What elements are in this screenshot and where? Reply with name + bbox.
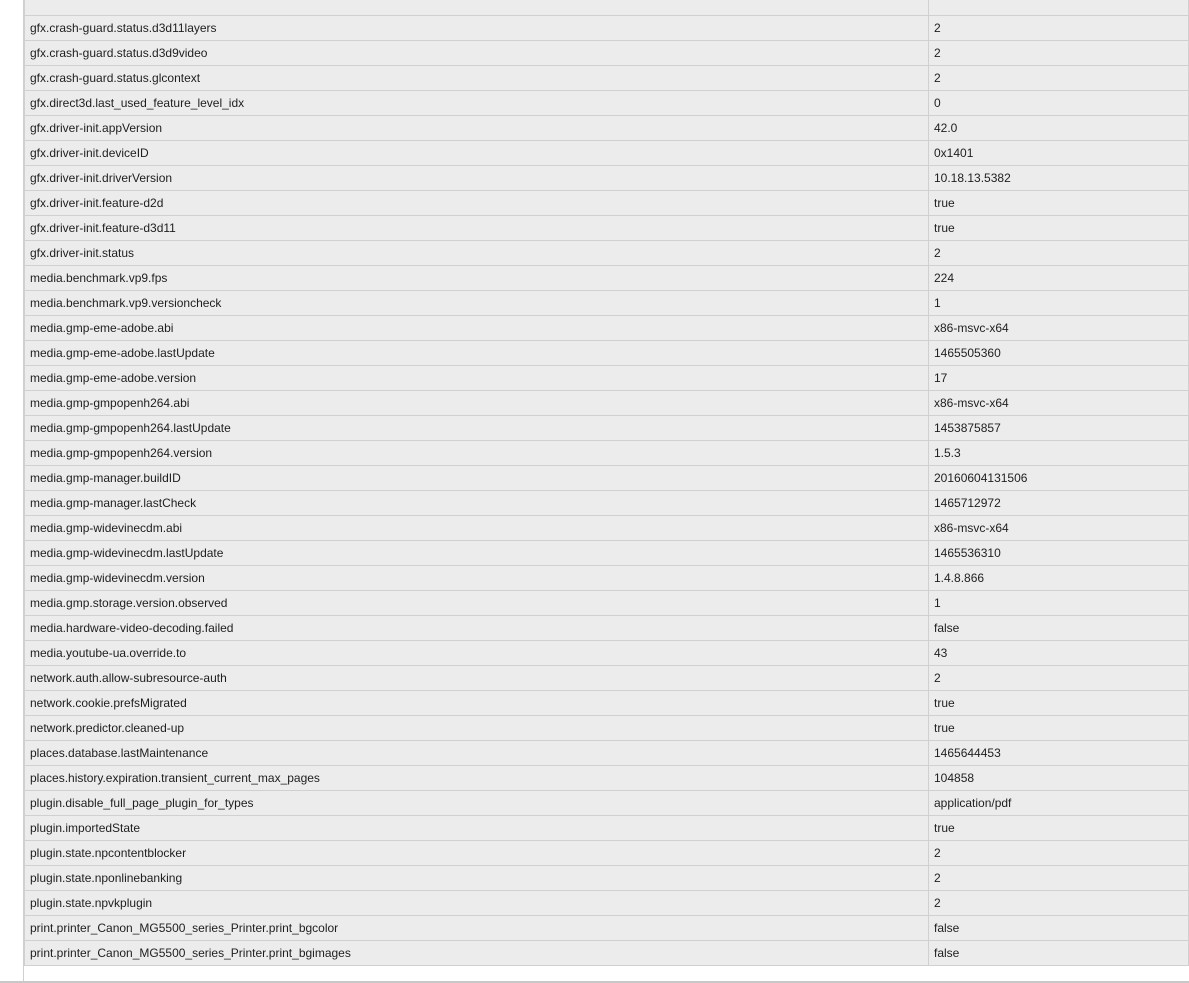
preference-name-cell: network.predictor.cleaned-up — [25, 716, 929, 741]
preference-name-cell: media.gmp-gmpopenh264.version — [25, 441, 929, 466]
preference-value-cell: true — [929, 691, 1189, 716]
table-row — [25, 366, 1189, 391]
preference-name-cell: media.gmp-widevinecdm.abi — [25, 516, 929, 541]
preference-value-cell: 2 — [929, 41, 1189, 66]
preference-name-cell: gfx.driver-init.appVersion — [25, 116, 929, 141]
table-row — [25, 466, 1189, 491]
preference-value-cell: x86-msvc-x64 — [929, 316, 1189, 341]
table-row — [25, 241, 1189, 266]
preference-value-cell: 0x1401 — [929, 141, 1189, 166]
preference-value-cell: 224 — [929, 266, 1189, 291]
table-row — [25, 941, 1189, 966]
preference-name-cell: plugin.importedState — [25, 816, 929, 841]
preference-name-cell: media.gmp-widevinecdm.lastUpdate — [25, 541, 929, 566]
preference-name-cell: plugin.disable_full_page_plugin_for_types — [25, 791, 929, 816]
preference-name-cell: gfx.driver-init.feature-d2d — [25, 191, 929, 216]
preference-name-cell: network.cookie.prefsMigrated — [25, 691, 929, 716]
table-row — [25, 416, 1189, 441]
preference-name-cell: media.gmp-eme-adobe.abi — [25, 316, 929, 341]
table-row — [25, 316, 1189, 341]
preference-name-cell: media.benchmark.vp9.versioncheck — [25, 291, 929, 316]
preference-value-cell: 1 — [929, 291, 1189, 316]
table-row — [25, 566, 1189, 591]
preference-name-cell: media.gmp-widevinecdm.version — [25, 566, 929, 591]
table-row — [25, 16, 1189, 41]
table-row — [25, 516, 1189, 541]
preference-value-cell: false — [929, 616, 1189, 641]
preference-value-cell: x86-msvc-x64 — [929, 516, 1189, 541]
table-row — [25, 141, 1189, 166]
preference-name-cell: print.printer_Canon_MG5500_series_Printer.print_bgcolor — [25, 916, 929, 941]
table-row — [25, 266, 1189, 291]
preference-name-cell: media.hardware-video-decoding.failed — [25, 616, 929, 641]
preference-name-cell: media.gmp-manager.buildID — [25, 466, 929, 491]
table-row — [25, 841, 1189, 866]
table-row — [25, 91, 1189, 116]
preference-value-cell: true — [929, 716, 1189, 741]
table-row — [25, 66, 1189, 91]
preference-value-cell: 1.5.3 — [929, 441, 1189, 466]
table-row — [25, 916, 1189, 941]
table-row — [25, 0, 1189, 16]
table-row — [25, 616, 1189, 641]
table-row — [25, 666, 1189, 691]
preference-name-cell: media.gmp-gmpopenh264.lastUpdate — [25, 416, 929, 441]
preference-value-cell: true — [929, 216, 1189, 241]
preference-value-cell: 1465536310 — [929, 541, 1189, 566]
table-row — [25, 891, 1189, 916]
preference-value-cell: false — [929, 941, 1189, 966]
preference-name-cell: media.gmp-eme-adobe.version — [25, 366, 929, 391]
preference-name-cell: print.printer_Canon_MG5500_series_Printer.print_bgimages — [25, 941, 929, 966]
preference-value-cell: 42.0 — [929, 116, 1189, 141]
preference-value-cell: 2 — [929, 841, 1189, 866]
preference-name-cell: gfx.driver-init.driverVersion — [25, 166, 929, 191]
table-row — [25, 166, 1189, 191]
preference-name-cell: gfx.driver-init.status — [25, 241, 929, 266]
preference-name-cell: network.auth.allow-subresource-auth — [25, 666, 929, 691]
table-row — [25, 766, 1189, 791]
preference-value-cell: 1465505360 — [929, 341, 1189, 366]
table-row — [25, 216, 1189, 241]
preference-name-cell: gfx.crash-guard.status.glcontext — [25, 66, 929, 91]
preference-name-cell: gfx.direct3d.last_used_feature_level_idx — [25, 91, 929, 116]
preference-value-cell: 43 — [929, 641, 1189, 666]
preference-name-cell: gfx.driver-init.deviceID — [25, 141, 929, 166]
preference-value-cell: 2 — [929, 66, 1189, 91]
preference-value-cell: 104858 — [929, 766, 1189, 791]
preference-value-cell: x86-msvc-x64 — [929, 391, 1189, 416]
preference-name-cell: plugin.state.nponlinebanking — [25, 866, 929, 891]
preference-name-cell: places.history.expiration.transient_current_max_pages — [25, 766, 929, 791]
table-row — [25, 816, 1189, 841]
preference-name-cell — [25, 0, 929, 16]
preference-name-cell: places.database.lastMaintenance — [25, 741, 929, 766]
table-row — [25, 391, 1189, 416]
preference-value-cell: 0 — [929, 91, 1189, 116]
preference-name-cell: gfx.crash-guard.status.d3d11layers — [25, 16, 929, 41]
preference-name-cell: media.gmp-gmpopenh264.abi — [25, 391, 929, 416]
preference-value-cell: false — [929, 916, 1189, 941]
preference-name-cell: plugin.state.npcontentblocker — [25, 841, 929, 866]
preference-value-cell: 2 — [929, 891, 1189, 916]
preference-name-cell: media.gmp.storage.version.observed — [25, 591, 929, 616]
preference-value-cell: 2 — [929, 666, 1189, 691]
preference-value-cell: application/pdf — [929, 791, 1189, 816]
table-row — [25, 541, 1189, 566]
table-row — [25, 791, 1189, 816]
preference-value-cell: 20160604131506 — [929, 466, 1189, 491]
preference-name-cell: plugin.state.npvkplugin — [25, 891, 929, 916]
table-row — [25, 291, 1189, 316]
preference-value-cell: 17 — [929, 366, 1189, 391]
preference-name-cell: gfx.crash-guard.status.d3d9video — [25, 41, 929, 66]
preference-value-cell: 1465644453 — [929, 741, 1189, 766]
preference-value-cell: 1 — [929, 591, 1189, 616]
table-row — [25, 641, 1189, 666]
table-row — [25, 341, 1189, 366]
preference-value-cell: true — [929, 816, 1189, 841]
important-modified-preferences-table — [24, 0, 1189, 966]
preference-value-cell: 2 — [929, 16, 1189, 41]
table-row — [25, 716, 1189, 741]
table-row — [25, 491, 1189, 516]
table-row — [25, 591, 1189, 616]
table-row — [25, 691, 1189, 716]
table-row — [25, 866, 1189, 891]
table-row — [25, 41, 1189, 66]
preference-value-cell: 1.4.8.866 — [929, 566, 1189, 591]
preference-name-cell: media.youtube-ua.override.to — [25, 641, 929, 666]
preference-value-cell: 10.18.13.5382 — [929, 166, 1189, 191]
preference-name-cell: gfx.driver-init.feature-d3d11 — [25, 216, 929, 241]
table-row — [25, 191, 1189, 216]
preference-value-cell: 2 — [929, 866, 1189, 891]
table-row — [25, 441, 1189, 466]
preference-value-cell: true — [929, 191, 1189, 216]
table-row — [25, 741, 1189, 766]
preference-value-cell — [929, 0, 1189, 16]
table-row — [25, 116, 1189, 141]
preference-name-cell: media.benchmark.vp9.fps — [25, 266, 929, 291]
preferences-table-body — [25, 0, 1189, 966]
preference-name-cell: media.gmp-eme-adobe.lastUpdate — [25, 341, 929, 366]
preference-value-cell: 1465712972 — [929, 491, 1189, 516]
preference-value-cell: 1453875857 — [929, 416, 1189, 441]
preference-name-cell: media.gmp-manager.lastCheck — [25, 491, 929, 516]
preference-value-cell: 2 — [929, 241, 1189, 266]
